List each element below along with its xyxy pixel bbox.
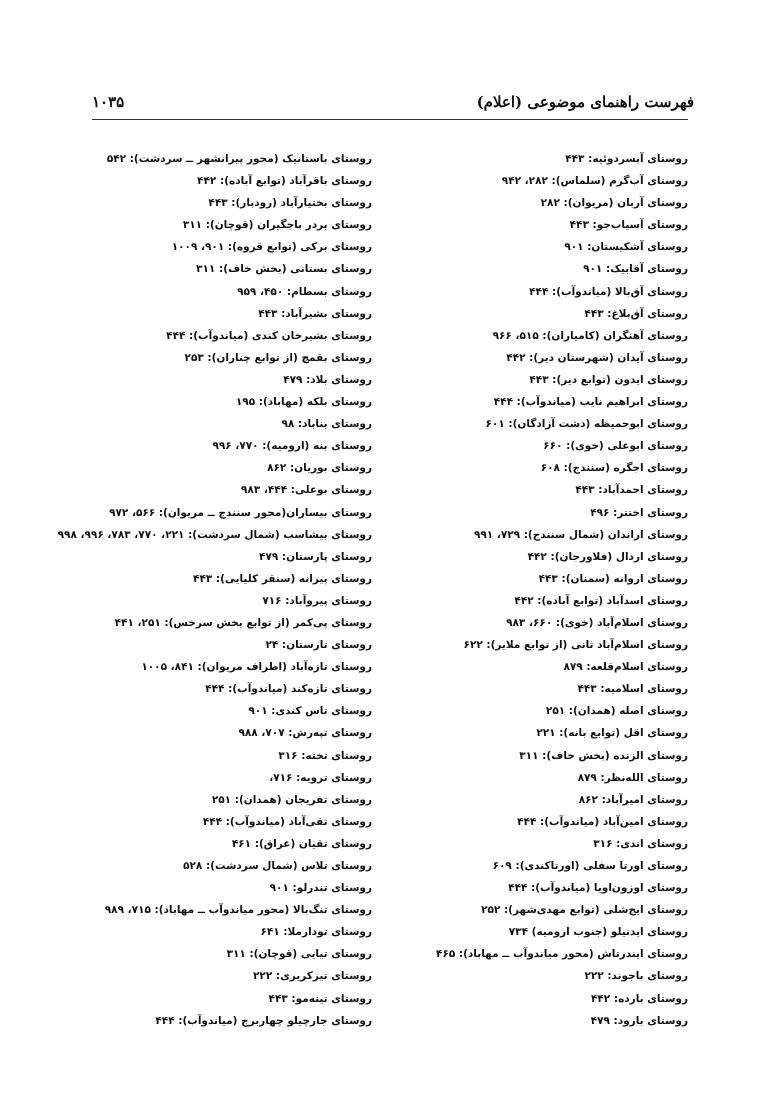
index-entry: روستای تلاس (شمال سردشت): ۵۲۸ [183,860,372,872]
index-entry: روستای بقمچ (از توابع چناران): ۲۵۳ [184,351,372,364]
index-entry: روستای اورتا سفلی (اورتاکندی): ۶۰۹ [492,860,688,872]
index-entry: روستای پیروآباد: ۷۱۶ [262,594,372,607]
index-entry: روستای تازه‌آباد (اطراف مریوان): ۸۴۱، ۱۰۰۵ [141,661,372,674]
index-column-right [388,148,688,1032]
index-entry: روستای ترویه: ۷۱۶، [269,771,372,784]
index-entry: روستای اروانه (سمنان): ۴۴۳ [538,572,688,585]
index-entry: روستای اسلام‌قلعه: ۸۷۹ [563,661,688,674]
index-entry: روستای تپه‌رش: ۷۰۷، ۹۸۸ [238,727,372,740]
header-rule [92,119,688,120]
running-header-title: فهرست راهنمای موضوعی (اعلام) [476,93,694,111]
index-entry: روستای بوریان: ۸۶۲ [267,462,372,475]
index-entry: روستای اسدآباد (توابع آباده): ۴۴۲ [514,594,688,607]
index-entry: روستای اسلام‌آباد ثانی (از توابع ملایر): ۶۲۲ [463,639,688,652]
index-entry: روستای پارستان: ۴۷۹ [259,550,372,563]
index-entry: روستای اسلام‌آباد (خوی): ۶۶۰، ۹۸۳ [506,616,688,629]
index-entry: روستای آب‌گرم (سلماس): ۲۸۲، ۹۴۲ [501,175,688,188]
index-entry: روستای بشیرخان کندی (میاندوآب): ۴۴۴ [166,329,372,342]
index-entry: روستای اندی: ۳۱۶ [593,837,688,850]
index-entry: روستای آق‌بلاغ: ۴۴۳ [584,307,688,320]
index-entry: روستای تاس کندی: ۹۰۱ [248,705,372,718]
index-entry: روستای ایدنیلو (جنوب ارومیه) ۷۳۴ [508,926,688,939]
index-entry: روستای آربان (مریوان): ۲۸۲ [540,197,688,210]
index-entry: روستای باجوند: ۲۲۲ [584,970,688,983]
index-entry: روستای ایندرتاش (محور میاندوآب ــ مهاباد): ۴۶۵ [436,948,688,961]
index-entry: روستای بستانی (بخش خاف): ۳۱۱ [196,263,372,276]
index-entry: روستای بسطام: ۴۵۰، ۹۵۹ [237,285,372,298]
index-entry: روستای بیساران(محور سنندج ــ مریوان): ۵۶۶، ۹۷۲ [109,506,372,519]
index-entry: روستای آسیاب‌جو: ۴۴۳ [569,219,688,232]
index-entry: روستای بلکه (مهاباد): ۱۹۵ [235,396,372,409]
index-entry: روستای بارده: ۴۴۲ [590,992,688,1005]
index-entry: روستای آهنگران (کامیاران): ۵۱۵، ۹۶۶ [492,329,688,342]
index-entry: روستای امین‌آباد (میاندوآب): ۴۴۴ [517,815,688,828]
index-entry: روستای پیرانه (سنقر کلیایی): ۴۴۳ [193,572,372,585]
index-entry: روستای تازه‌کند (میاندوآب): ۴۴۴ [205,683,372,696]
index-entry: روستای تنگ‌بالا (محور میاندوآب ــ مهاباد): ۷۱۵، ۹۸۹ [104,904,372,917]
index-entry: روستای تفریجان (همدان): ۲۵۱ [211,793,372,806]
index-entry: روستای بشیرآباد: ۴۴۳ [258,307,372,320]
index-entry: روستای جارچیلو چهاربرج (میاندوآب): ۴۴۴ [155,1014,372,1027]
index-entry: روستای ابوحمیظه (دشت آزادگان): ۶۰۱ [485,418,688,431]
index-entry: روستای بیشاسب (شمال سردشت): ۲۲۱، ۷۷۰، ۷۸۳، ۹۹۶، ۹۹۸ [57,528,372,541]
index-entry: روستای ایج‌شلی (توابع مهدی‌شهر): ۲۵۲ [481,904,688,917]
index-entry: روستای پی‌کمر (از توابع بخش سرخس): ۲۵۱، ۴۴۱ [114,616,372,629]
index-column-left [57,148,372,1032]
index-entry: روستای تیزکریری: ۲۲۲ [253,970,372,983]
index-entry: روستای احمدآباد: ۴۴۳ [575,484,688,497]
index-entry: روستای بارود: ۴۷۹ [590,1014,688,1027]
index-entry: روستای آیدان (شهرستان دیر): ۴۴۲ [506,351,688,364]
index-entry: روستای باستانیک (محور پیرانشهر ــ سردشت): ۵۴۲ [106,153,372,165]
index-entry: روستای بختیارآباد (رودبار): ۴۴۳ [208,197,372,210]
index-entry: روستای ابراهیم نایب (میاندوآب): ۴۴۴ [493,396,688,409]
index-entry: روستای تقی‌آباد (میاندوآب): ۴۴۴ [202,815,372,828]
index-entry: روستای تقیان (عراق): ۴۶۱ [231,837,372,850]
index-entry: روستای بردر باجگیران (قوچان): ۳۱۱ [182,219,372,232]
index-entry: روستای الله‌نظر: ۸۷۹ [577,771,688,784]
index-entry: روستای اوزون‌اویا (میاندوآب): ۴۴۴ [508,882,688,895]
index-entry: روستای تخته: ۳۱۶ [278,749,372,762]
index-entry: روستای باقرآباد (توابع آباده): ۴۴۲ [197,175,372,188]
index-entry: روستای بنه (ارومیه): ۷۷۰، ۹۹۶ [212,440,372,453]
index-entry: روستای آبسردوئیه: ۴۴۳ [565,153,688,165]
index-entry: روستای آشکیستان: ۹۰۱ [564,241,688,254]
index-entry: روستای الزنده (بخش خاف): ۳۱۱ [519,749,688,762]
index-entry: روستای تینه‌مو: ۴۴۳ [268,992,372,1005]
index-entry: روستای برکی (توابع قروه): ۹۰۱، ۱۰۰۹ [171,241,372,254]
index-entry: روستای بوعلی: ۴۴۴، ۹۸۳ [241,484,372,497]
index-entry: روستای بلاد: ۴۷۹ [283,373,372,386]
index-entry: روستای اصله (همدان): ۲۵۱ [545,705,688,718]
index-entry: روستای اراندان (شمال سنندج): ۷۲۹، ۹۹۱ [473,528,688,541]
index-entry: روستای اقل (توابع بانه): ۲۲۱ [536,727,688,740]
index-entry: روستای ابوعلی (خوی): ۶۶۰ [543,440,688,453]
index-entry: روستای آقابیک: ۹۰۱ [583,263,688,276]
index-entry: روستای تندرلو: ۹۰۱ [269,882,372,895]
index-entry: روستای اردال (فلاورجان): ۴۴۲ [527,550,688,563]
page-number: ۱۰۳۵ [92,93,125,111]
index-entry: روستای تیایی (قوچان): ۳۱۱ [226,948,372,961]
index-entry: روستای بناباد: ۹۸ [281,418,372,431]
index-entry: روستای اختتر: ۴۹۶ [590,506,688,519]
index-entry: روستای اسلامیه: ۴۴۳ [577,683,688,696]
index-entry: روستای امیرآباد: ۸۶۲ [578,793,688,806]
index-entry: روستای تودارملا: ۶۴۱ [260,926,372,939]
index-entry: روستای تارستان: ۲۴ [265,639,372,652]
index-entry: روستای ایدون (توابع دیر): ۴۴۳ [529,373,688,386]
index-entry: روستای آق‌بالا (میاندوآب): ۴۴۴ [529,285,688,298]
index-entry: روستای اجگره (سنندج): ۶۰۸ [540,462,688,475]
